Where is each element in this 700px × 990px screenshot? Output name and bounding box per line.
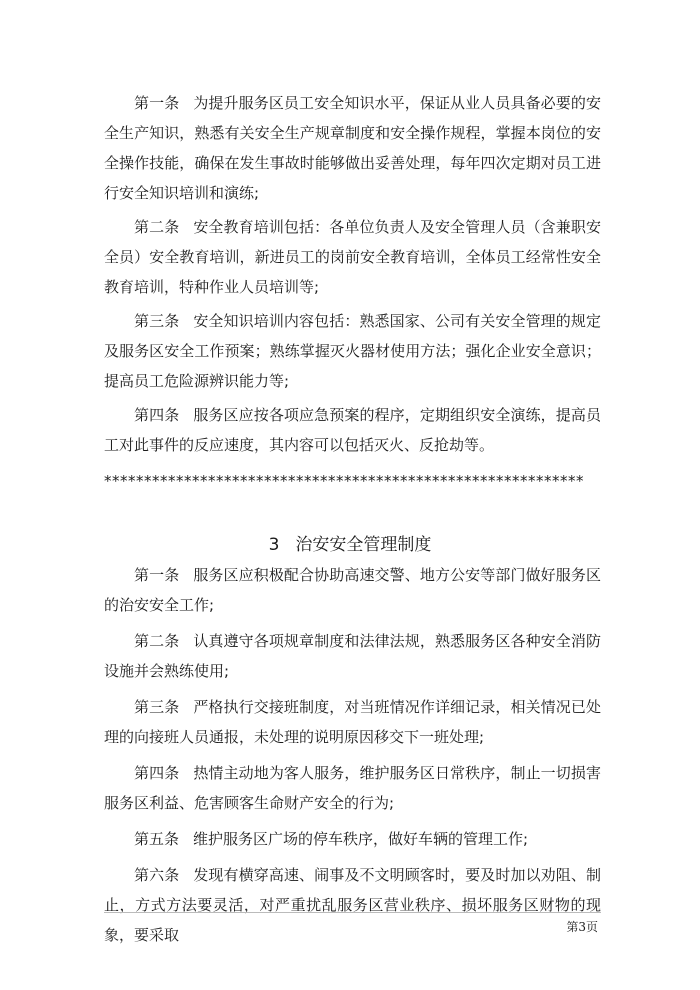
clause-label: 第一条	[134, 566, 180, 584]
clause-label: 第一条	[134, 94, 180, 112]
section-title: 治安安全管理制度	[295, 535, 432, 555]
clause-label: 第二条	[134, 632, 180, 650]
section-clauses	[104, 560, 601, 950]
clause-text: 安全教育培训包括：各单位负责人及安全管理人员（含兼职安全员）安全教育培训，新进员工的岗前安全教育培训，全体员工经常性安全教育培训，特种作业人员培训等;	[104, 218, 601, 296]
clause-text: 维护服务区广场的停车秩序，做好车辆的管理工作;	[193, 830, 529, 848]
clause-label: 第三条	[134, 312, 180, 330]
clause-label: 第四条	[134, 764, 180, 782]
clause-label: 第二条	[134, 218, 180, 236]
top-clauses	[104, 88, 601, 460]
separator-line: ************************************************************	[104, 472, 584, 490]
page-number: 第3页	[566, 920, 598, 934]
clause-paragraph	[104, 626, 601, 686]
clause-paragraph	[104, 824, 601, 854]
clause-paragraph	[104, 306, 601, 396]
clause-label: 第六条	[134, 866, 180, 884]
clause-text: 发现有横穿高速、闹事及不文明顾客时，要及时加以劝阻、制止，方式方法要灵活，对严重扰乱服务区营业秩序、损坏服务区财物的现象，要采取	[104, 866, 601, 944]
clause-text: 安全知识培训内容包括：熟悉国家、公司有关安全管理的规定及服务区安全工作预案；熟练掌握灭火器材使用方法；强化企业安全意识；提高员工危险源辨识能力等;	[104, 312, 601, 390]
clause-text: 为提升服务区员工安全知识水平，保证从业人员具备必要的安全生产知识，熟悉有关安全生产规章制度和安全操作规程，掌握本岗位的安全操作技能，确保在发生事故时能够做出妥善处理，每年四次定期对员工进行安全知识培训和演练;	[104, 94, 601, 202]
clause-paragraph	[104, 400, 601, 460]
clause-paragraph	[104, 692, 601, 752]
footer-divider	[104, 912, 601, 913]
clause-paragraph	[104, 758, 601, 818]
clause-text: 服务区应按各项应急预案的程序，定期组织安全演练，提高员工对此事件的反应速度，其内容可以包括灭火、反抢劫等。	[104, 406, 601, 454]
section-number: 3	[268, 535, 280, 555]
clause-label: 第三条	[134, 698, 180, 716]
clause-text: 服务区应积极配合协助高速交警、地方公安等部门做好服务区的治安安全工作;	[104, 566, 601, 614]
clause-paragraph	[104, 212, 601, 302]
clause-text: 热情主动地为客人服务，维护服务区日常秩序，制止一切损害服务区利益、危害顾客生命财产安全的行为;	[104, 764, 601, 812]
clause-paragraph	[104, 88, 601, 208]
clause-label: 第四条	[134, 406, 180, 424]
clause-label: 第五条	[134, 830, 180, 848]
clause-text: 严格执行交接班制度，对当班情况作详细记录，相关情况已处理的向接班人员通报，未处理的说明原因移交下一班处理;	[104, 698, 601, 746]
clause-paragraph	[104, 560, 601, 620]
section-heading	[0, 530, 700, 560]
clause-text: 认真遵守各项规章制度和法律法规，熟悉服务区各种安全消防设施并会熟练使用;	[104, 632, 601, 680]
clause-paragraph	[104, 860, 601, 950]
